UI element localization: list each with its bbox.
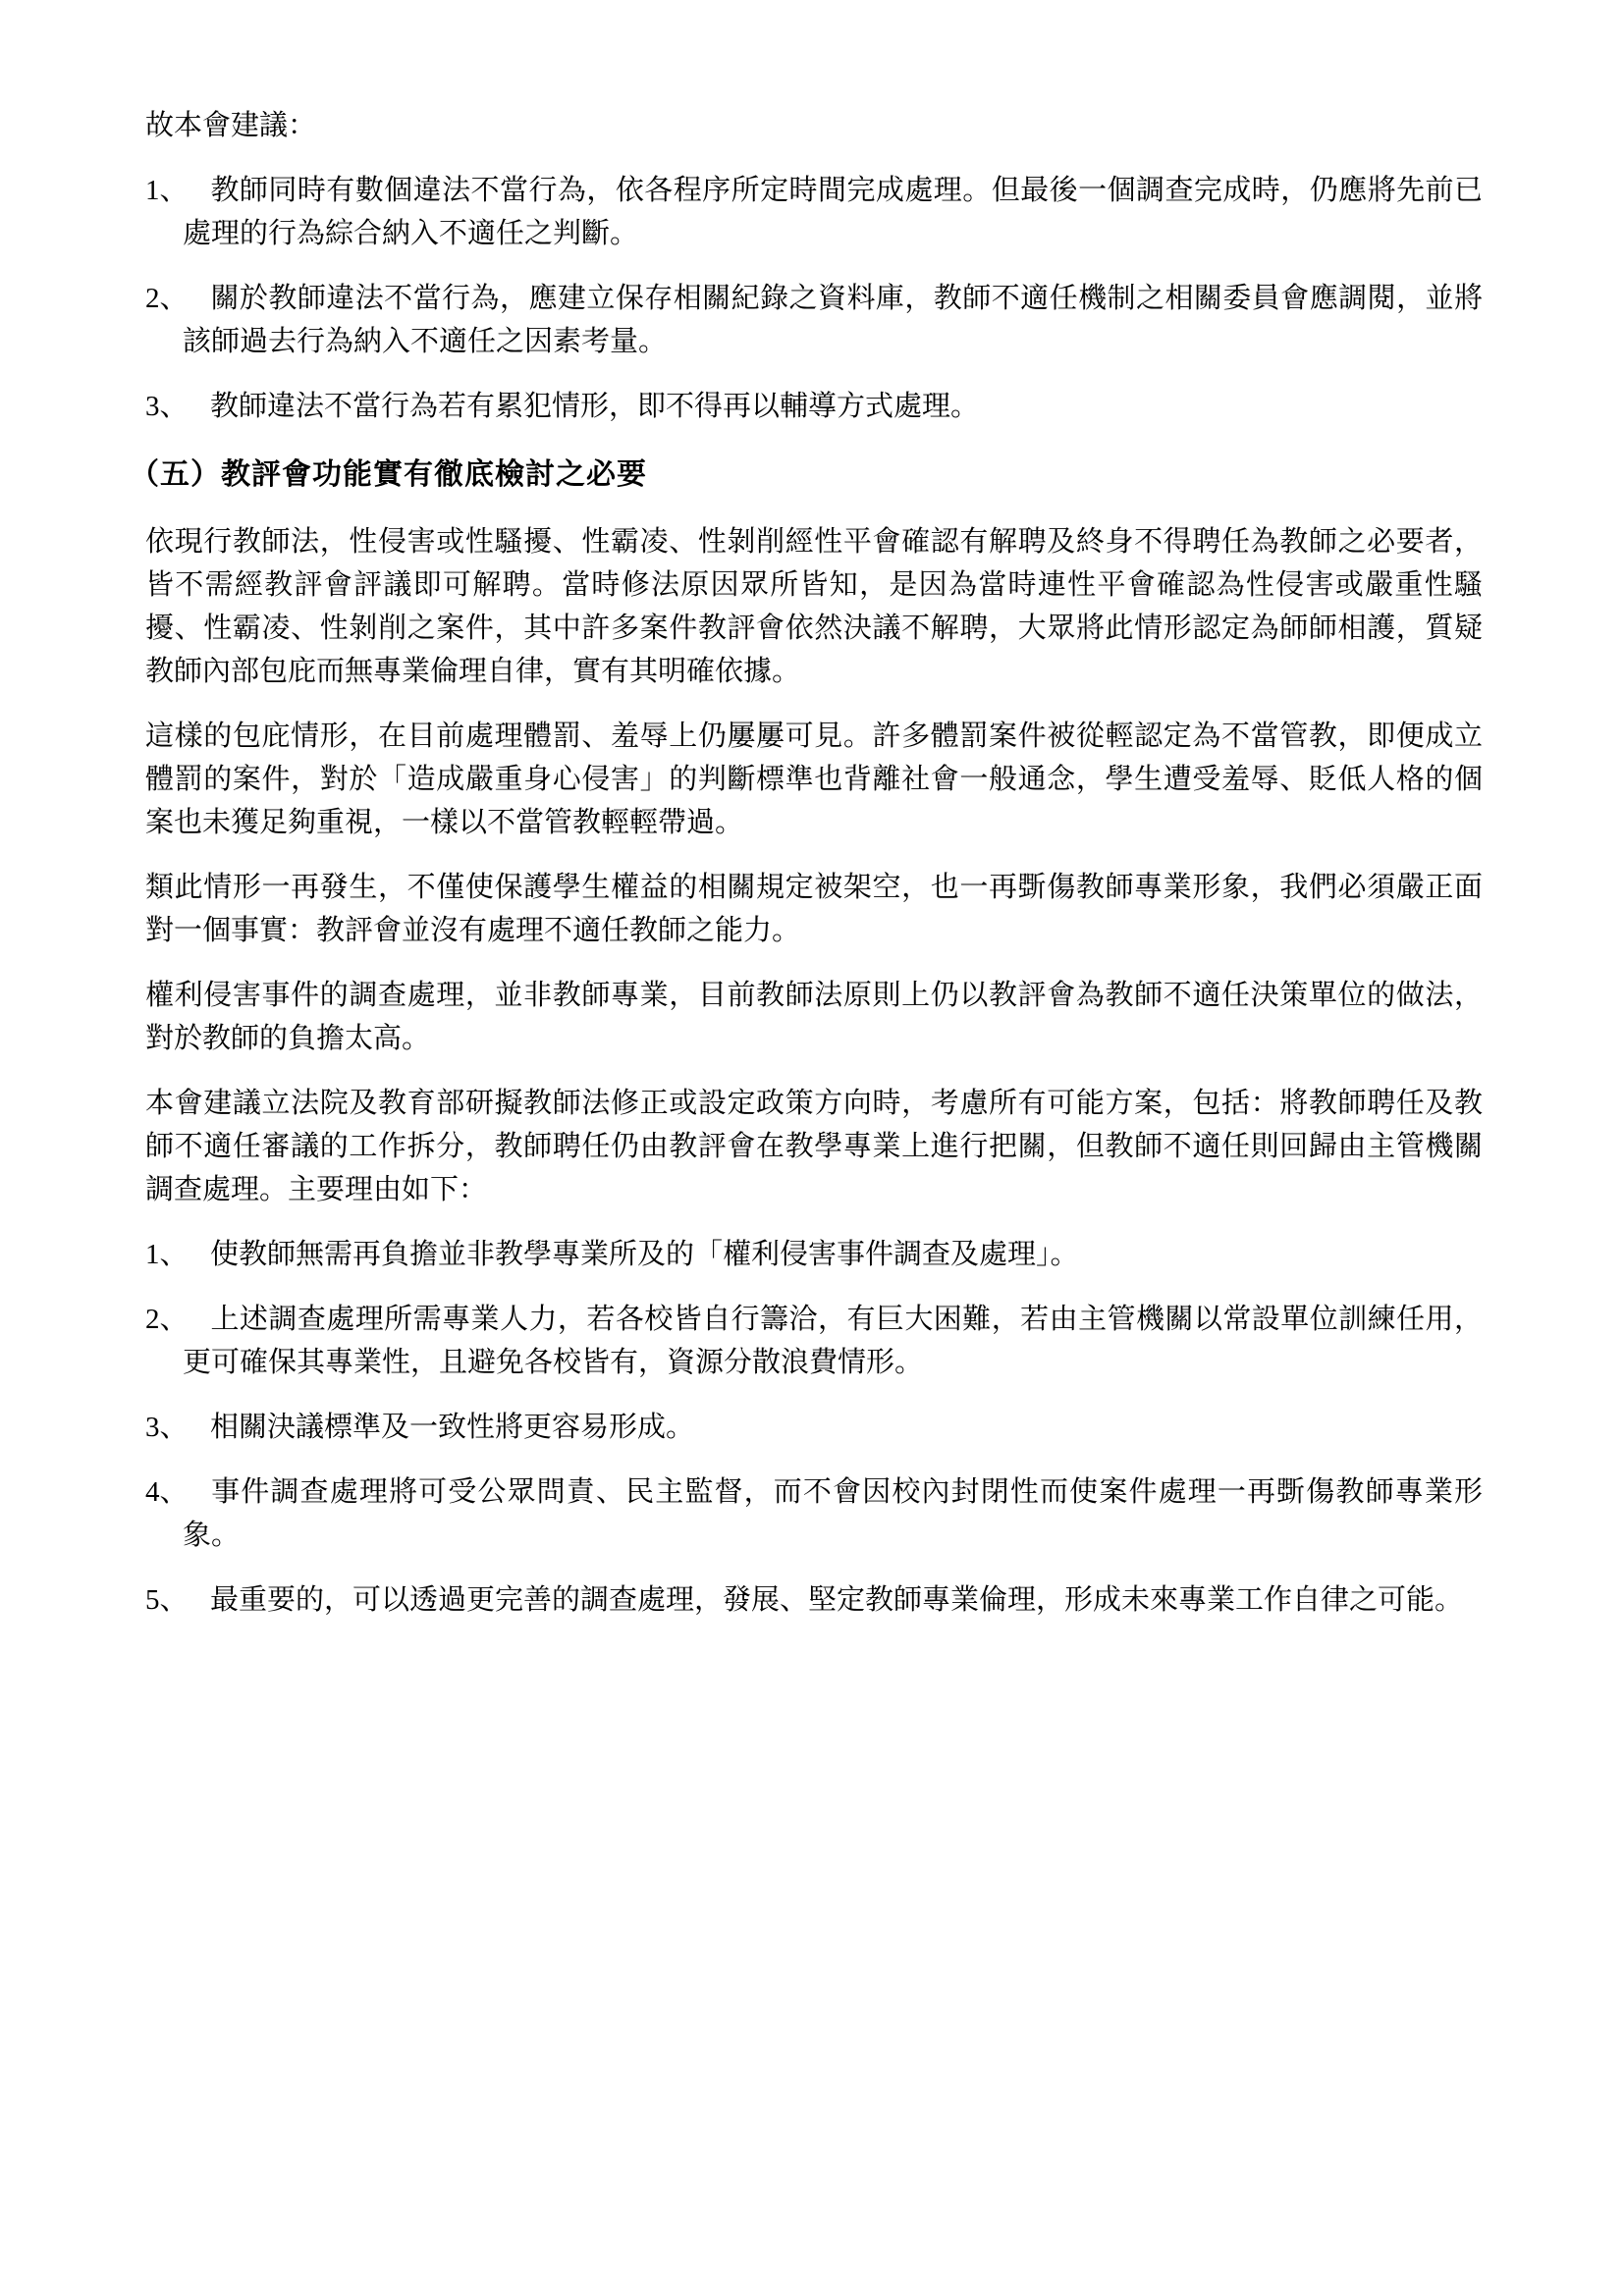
list-number: 1、 xyxy=(145,1239,189,1270)
reason-item-2 xyxy=(145,1298,1483,1384)
list-number: 5、 xyxy=(145,1584,189,1616)
body-paragraph-4: 權利侵害事件的調查處理，並非教師專業，目前教師法原則上仍以教評會為教師不適任決策單位的做法，對於教師的負擔太高。 xyxy=(145,980,1483,1054)
list-item-text: 相關決議標準及一致性將更容易形成。 xyxy=(210,1412,695,1443)
list-number: 3、 xyxy=(145,1412,189,1443)
recommendation-item-2 xyxy=(145,277,1483,363)
reason-item-1 xyxy=(145,1233,1483,1276)
list-item-text: 使教師無需再負擔並非教學專業所及的「權利侵害事件調查及處理」。 xyxy=(210,1239,1079,1270)
body-paragraph-1: 依現行教師法，性侵害或性騷擾、性霸凌、性剝削經性平會確認有解聘及終身不得聘任為教師之必要者，皆不需經教評會評議即可解聘。當時修法原因眾所皆知，是因為當時連性平會確認為性侵害或嚴重性騷擾、性霸凌、性剝削之案件，其中許多案件教評會依然決議不解聘，大眾將此情形認定為師師相護，質疑教師內部包庇而無專業倫理自律，實有其明確依據。 xyxy=(145,526,1483,687)
list-number: 2、 xyxy=(145,283,189,314)
section-heading: （五）教評會功能實有徹底檢討之必要 xyxy=(130,458,647,491)
list-item-text: 教師同時有數個違法不當行為，依各程序所定時間完成處理。但最後一個調查完成時，仍應將先前已處理的行為綜合納入不適任之判斷。 xyxy=(183,175,1483,249)
reason-item-4 xyxy=(145,1470,1483,1557)
list-number: 1、 xyxy=(145,175,189,206)
list-item-text: 上述調查處理所需專業人力，若各校皆自行籌洽，有巨大困難，若由主管機關以常設單位訓練任用，更可確保其專業性，且避免各校皆有，資源分散浪費情形。 xyxy=(183,1304,1483,1378)
list-item-text: 教師違法不當行為若有累犯情形，即不得再以輔導方式處理。 xyxy=(210,391,980,422)
recommendation-item-3 xyxy=(145,385,1483,428)
list-item-text: 關於教師違法不當行為，應建立保存相關紀錄之資料庫，教師不適任機制之相關委員會應調閱，並將該師過去行為納入不適任之因素考量。 xyxy=(183,283,1483,357)
body-paragraph-2: 這樣的包庇情形，在目前處理體罰、羞辱上仍屢屢可見。許多體罰案件被從輕認定為不當管教，即便成立體罰的案件，對於「造成嚴重身心侵害」的判斷標準也背離社會一般通念，學生遭受羞辱、貶低人格的個案也未獲足夠重視，一樣以不當管教輕輕帶過。 xyxy=(145,721,1483,838)
list-number: 3、 xyxy=(145,391,189,422)
recommendation-item-1 xyxy=(145,169,1483,255)
list-number: 4、 xyxy=(145,1476,189,1508)
body-paragraph-5: 本會建議立法院及教育部研擬教師法修正或設定政策方向時，考慮所有可能方案，包括：將教師聘任及教師不適任審議的工作拆分，教師聘任仍由教評會在教學專業上進行把關，但教師不適任則回歸由主管機關調查處理。主要理由如下： xyxy=(145,1088,1483,1205)
list-item-text: 事件調查處理將可受公眾問責、民主監督，而不會因校內封閉性而使案件處理一再斲傷教師專業形象。 xyxy=(183,1476,1483,1551)
reason-item-5 xyxy=(145,1578,1483,1622)
list-number: 2、 xyxy=(145,1304,189,1335)
list-item-text: 最重要的，可以透過更完善的調查處理，發展、堅定教師專業倫理，形成未來專業工作自律之可能。 xyxy=(210,1584,1464,1616)
body-paragraph-3: 類此情形一再發生，不僅使保護學生權益的相關規定被架空，也一再斲傷教師專業形象，我們必須嚴正面對一個事實：教評會並沒有處理不適任教師之能力。 xyxy=(145,872,1483,946)
reason-item-3 xyxy=(145,1406,1483,1449)
intro-line: 故本會建議： xyxy=(145,110,317,141)
